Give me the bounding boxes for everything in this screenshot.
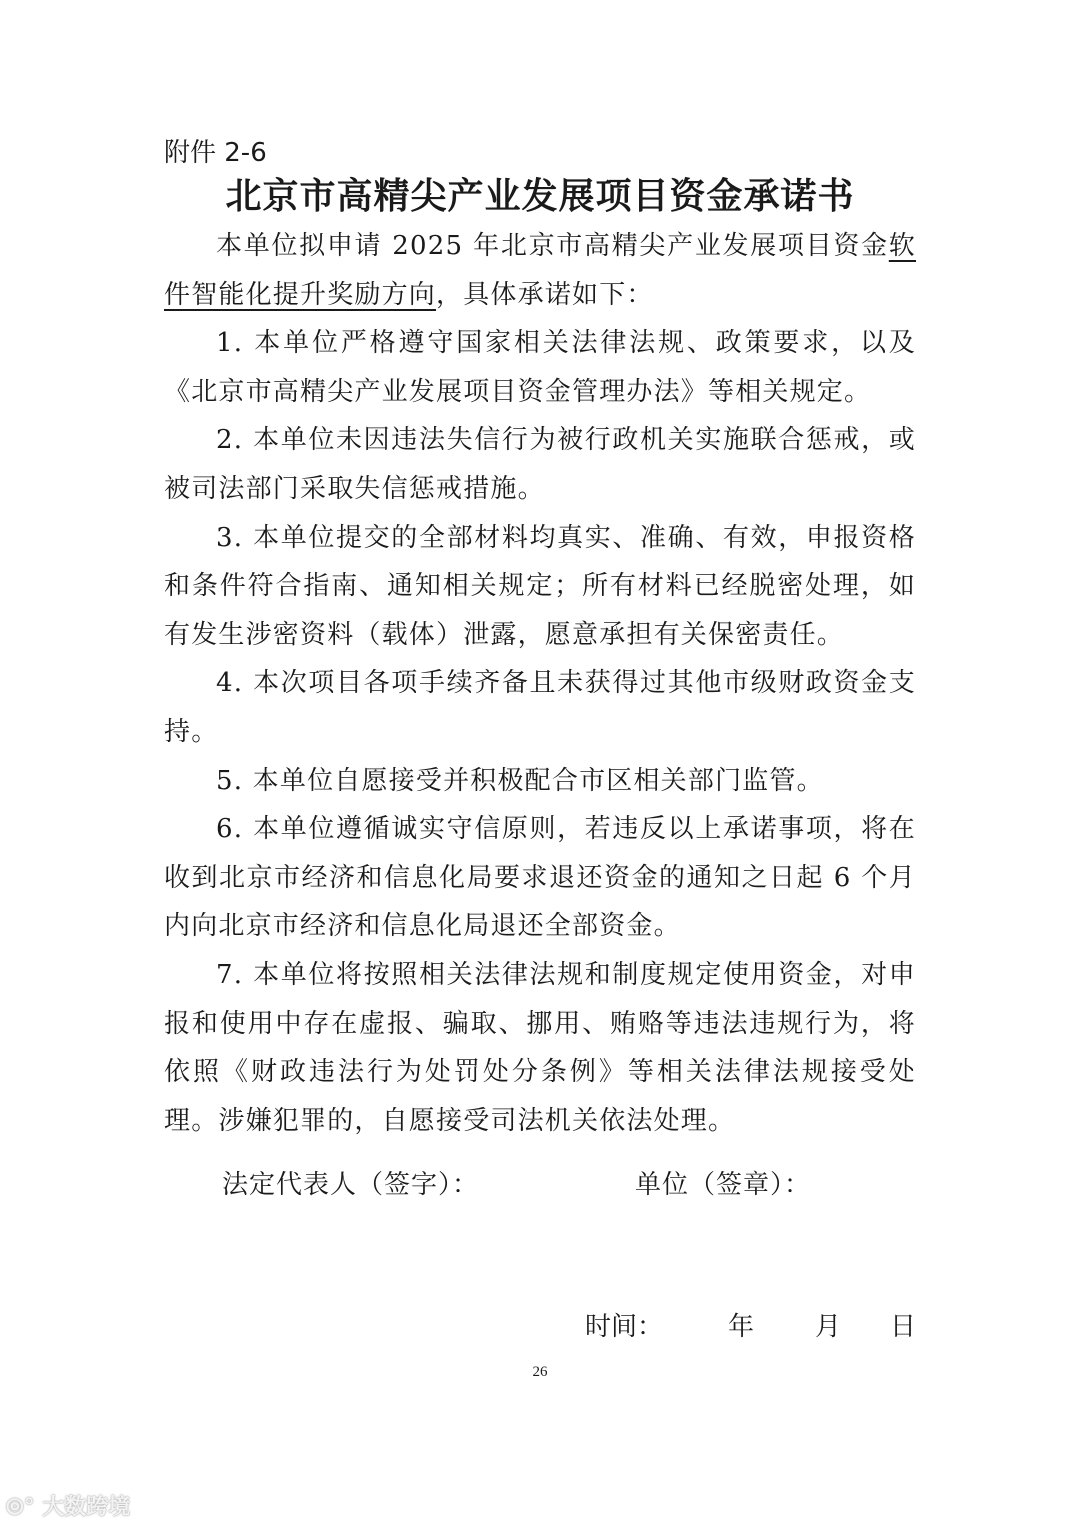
commitment-item-1: 1. 本单位严格遵守国家相关法律法规、政策要求，以及《北京市高精尖产业发展项目资金管理办法》等相关规定。 — [164, 328, 916, 407]
commitment-item-7: 7. 本单位将按照相关法律法规和制度规定使用资金，对申报和使用中存在虚报、骗取、挪用、贿赂等违法违规行为，将依照《财政违法行为处罚处分条例》等相关法律法规接受处理。涉嫌犯罪的，自愿接受司法机关依法处理。 — [164, 959, 916, 1136]
commitment-item-2: 2. 本单位未因违法失信行为被行政机关实施联合惩戒，或被司法部门采取失信惩戒措施。 — [164, 425, 916, 504]
document-body — [164, 222, 916, 1145]
intro-direction: 软件智能化提升奖励方向 — [164, 231, 916, 310]
watermark-logo — [6, 1490, 130, 1521]
commitment-item-4: 4. 本次项目各项手续齐备且未获得过其他市级财政资金支持。 — [164, 668, 916, 747]
logo-icon: ⦾° — [6, 1495, 35, 1520]
commitment-item-5: 5. 本单位自愿接受并积极配合市区相关部门监管。 — [216, 765, 824, 796]
page-number: 26 — [532, 1364, 548, 1380]
legal-rep-signature-label: 法定代表人（签字）： — [222, 1170, 480, 1200]
attachment-label: 附件 2-6 — [164, 138, 267, 168]
intro-suffix: ，具体承诺如下： — [436, 279, 654, 310]
commitment-item-6: 6. 本单位遵循诚实守信原则，若违反以上承诺事项，将在收到北京市经济和信息化局要求退还资金的通知之日起 6 个月内向北京市经济和信息化局退还全部资金。 — [164, 814, 916, 942]
document-title: 北京市高精尖产业发展项目资金承诺书 — [225, 176, 855, 217]
intro-prefix: 本单位拟申请 2025 年北京市高精尖产业发展项目资金 — [216, 231, 889, 261]
date-label: 时间： — [585, 1312, 664, 1342]
watermark-text: 大数跨境 — [42, 1495, 131, 1520]
date-month: 月 — [815, 1312, 842, 1342]
intro-paragraph — [164, 222, 916, 319]
date-year: 年 — [728, 1312, 755, 1342]
date-day: 日 — [890, 1312, 917, 1342]
unit-seal-label: 单位（签章）： — [635, 1170, 812, 1200]
commitment-item-3: 3. 本单位提交的全部材料均真实、准确、有效，申报资格和条件符合指南、通知相关规定；所有材料已经脱密处理，如有发生涉密资料（载体）泄露，愿意承担有关保密责任。 — [164, 522, 916, 650]
